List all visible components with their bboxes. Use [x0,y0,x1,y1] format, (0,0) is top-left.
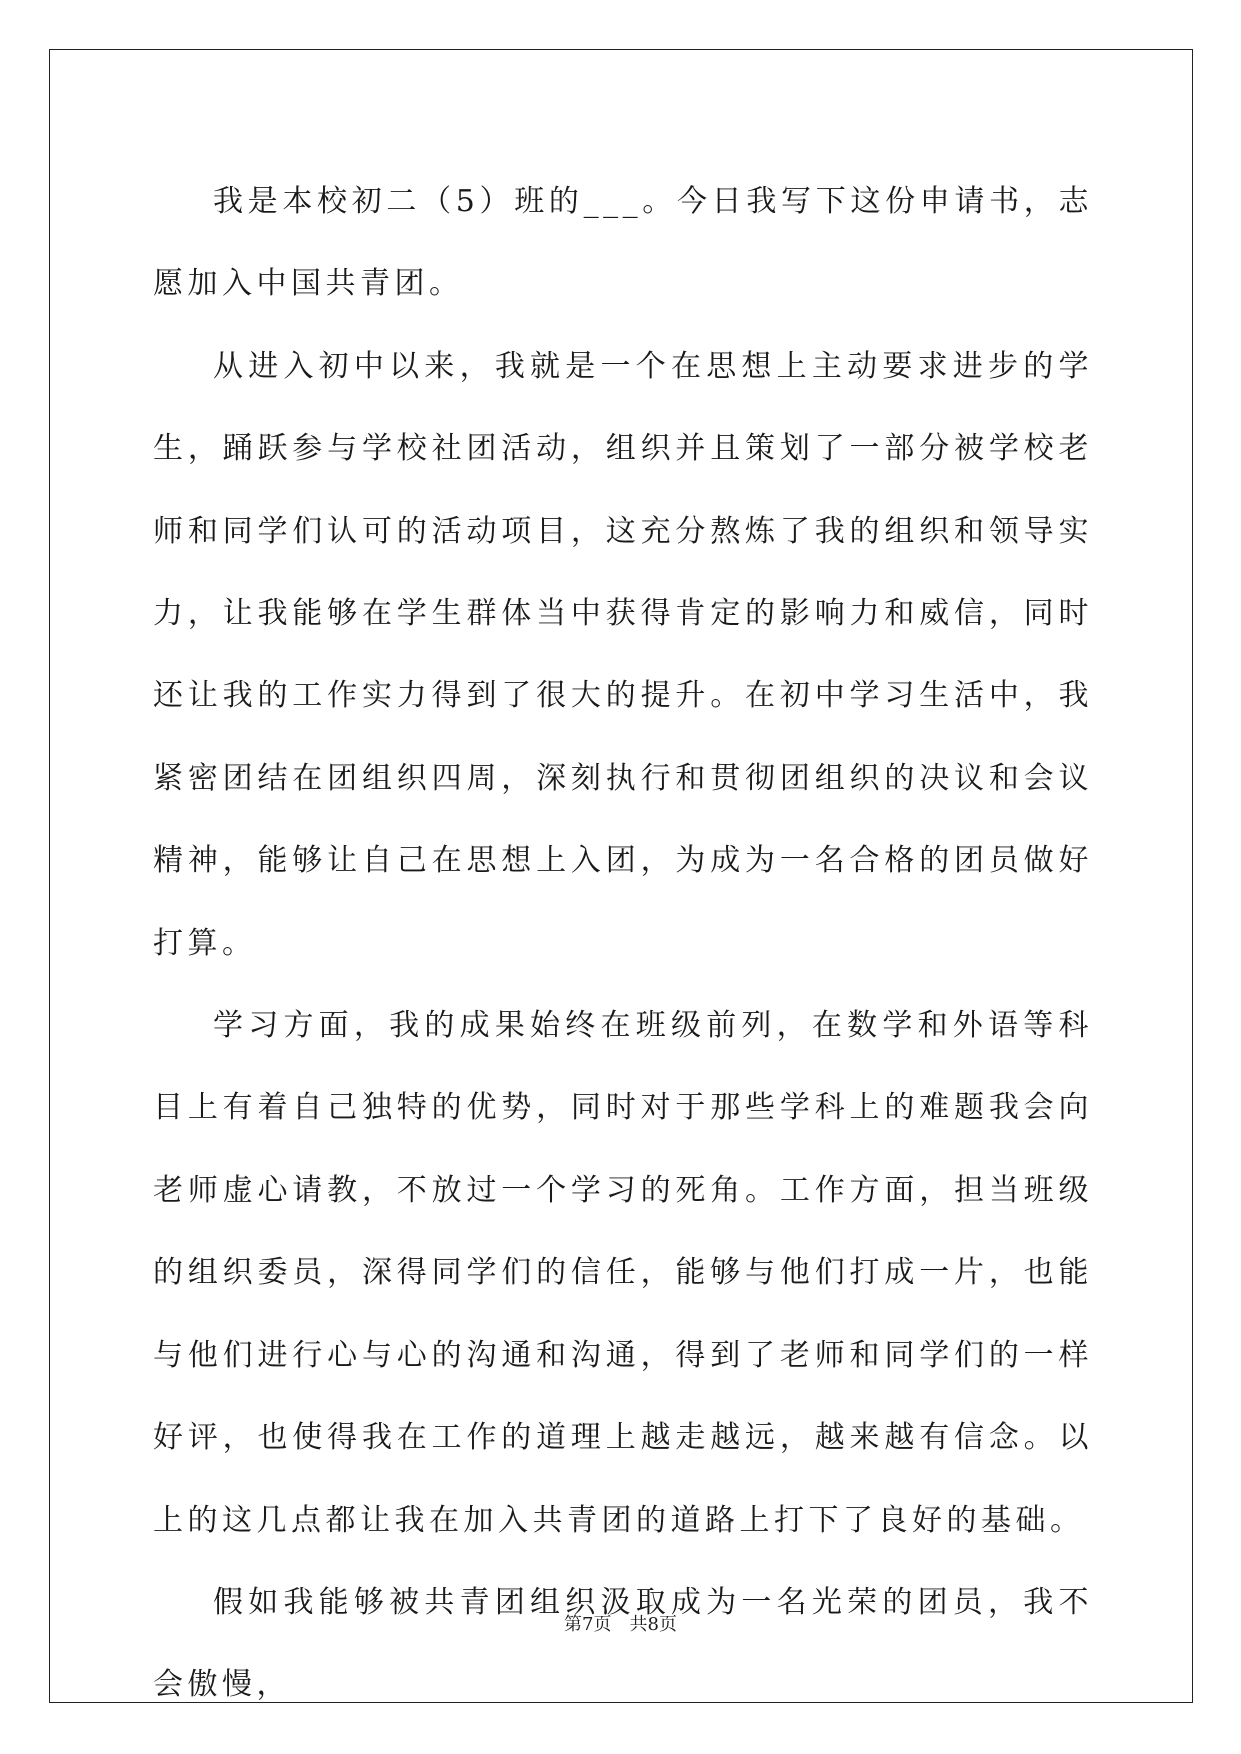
document-body [153,161,1093,1727]
paragraph-study-work: 学习方面，我的成果始终在班级前列，在数学和外语等科目上有着自己独特的优势，同时对于那些学科上的难题我会向老师虚心请教，不放过一个学习的死角。工作方面，担当班级的组织委员，深得同学们的信任，能够与他们打成一片，也能与他们进行心与心的沟通和沟通，得到了老师和同学们的一样好评，也使得我在工作的道理上越走越远，越来越有信念。以上的这几点都让我在加入共青团的道路上打下了良好的基础。 [153,1008,1093,1538]
page-footer [0,1610,1241,1636]
current-page-number: 第7页 [564,1614,612,1635]
paragraph-intro: 我是本校初二（5）班的___。今日我写下这份申请书，志愿加入中国共青团。 [153,184,1093,302]
total-page-count: 共8页 [629,1614,677,1635]
paragraph-thinking: 从进入初中以来，我就是一个在思想上主动要求进步的学生，踊跃参与学校社团活动，组织并且策划了一部分被学校老师和同学们认可的活动项目，这充分熬炼了我的组织和领导实力，让我能够在学生群体当中获得肯定的影响力和威信，同时还让我的工作实力得到了很大的提升。在初中学习生活中，我紧密团结在团组织四周，深刻执行和贯彻团组织的决议和会议精神，能够让自己在思想上入团，为成为一名合格的团员做好打算。 [153,348,1093,961]
paragraph-pledge: 假如我能够被共青团组织汲取成为一名光荣的团员，我不会傲慢， [153,1584,1093,1703]
